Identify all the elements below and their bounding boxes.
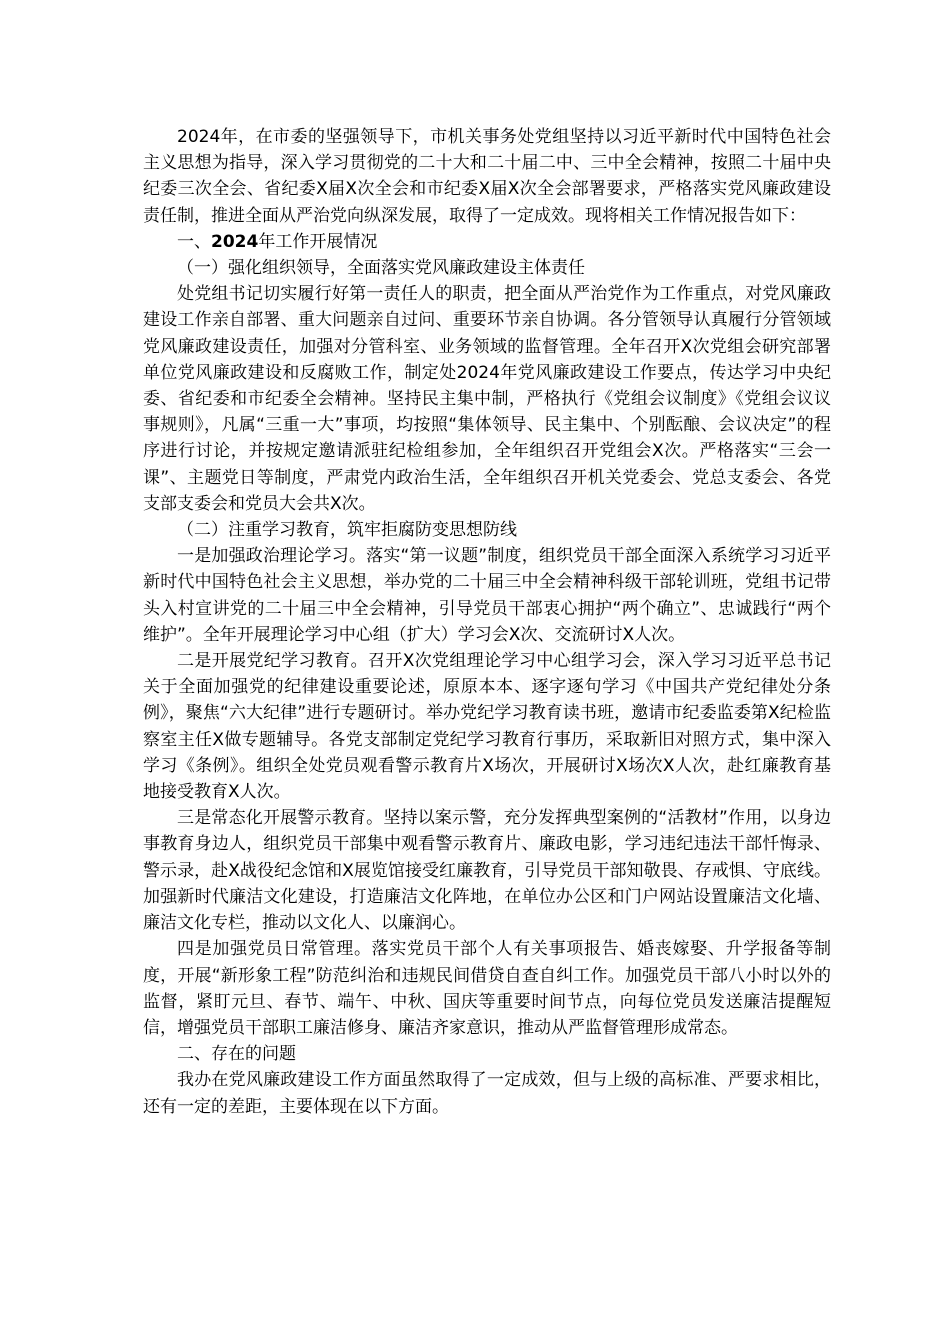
subsection-heading-2: （二）注重学习教育，筑牢拒腐防变思想防线 xyxy=(177,520,517,541)
intro-paragraph: 2024年，在市委的坚强领导下，市机关事务处党组坚持以习近平新时代中国特色社会主义思想为指导，深入学习贯彻党的二十大和二十届二中、三中全会精神，按照二十届中央纪委三次全会、省纪委X届X次全会和市纪委X届X次全会部署要求，严格落实党风廉政建设责任制，推进全面从严治党向纵深发展，取得了一定成效。现将相关工作情况报告如下： xyxy=(143,127,831,226)
subsection-1-body: 处党组书记切实履行好第一责任人的职责，把全面从严治党作为工作重点，对党风廉政建设工作亲自部署、重大问题亲自过问、重要环节亲自协调。各分管领导认真履行分管领域党风廉政建设责任，加强对分管科室、业务领域的监督管理。全年召开X次党组会研究部署单位党风廉政建设和反腐败工作，制定处2024年党风廉政建设工作要点，传达学习中央纪委、省纪委和市纪委全会精神。坚持民主集中制，严格执行《党组会议制度》《党组会议议事规则》，凡属“三重一大”事项，均按照“集体领导、民主集中、个别酝酿、会议决定”的程序进行讨论，并按规定邀请派驻纪检组参加，全年组织召开党组会X次。严格落实“三会一课”、主题党日等制度，严肃党内政治生活，全年组织召开机关党委会、党总支委会、各党支部支委会和党员大会共X次。 xyxy=(143,284,831,514)
subsection-2-paragraph-3: 三是常态化开展警示教育。坚持以案示警，充分发挥典型案例的“活教材”作用，以身边事教育身边人，组织党员干部集中观看警示教育片、廉政电影，学习违纪违法干部忏悔录、警示录，赴X战役纪念馆和X展览馆接受红廉教育，引导党员干部知敬畏、存戒惧、守底线。加强新时代廉洁文化建设，打造廉洁文化阵地，在单位办公区和门户网站设置廉洁文化墙、廉洁文化专栏，推动以文化人、以廉润心。 xyxy=(143,808,831,934)
section-1-suffix: 年工作开展情况 xyxy=(258,231,378,252)
subsection-2-paragraph-1: 一是加强政治理论学习。落实“第一议题”制度，组织党员干部全面深入系统学习习近平新时代中国特色社会主义思想，举办党的二十届三中全会精神科级干部轮训班，党组书记带头入村宣讲党的二十届三中全会精神，引导党员干部衷心拥护“两个确立”、忠诚践行“两个维护”。全年开展理论学习中心组（扩大）学习会X次、交流研讨X人次。 xyxy=(143,546,831,645)
subsection-heading-1: （一）强化组织领导，全面落实党风廉政建设主体责任 xyxy=(177,258,585,279)
section-1-year: 2024 xyxy=(211,231,259,252)
document-page xyxy=(143,124,831,1120)
section-2-body: 我办在党风廉政建设工作方面虽然取得了一定成效，但与上级的高标准、严要求相比，还有一定的差距，主要体现在以下方面。 xyxy=(143,1070,831,1117)
subsection-2-paragraph-2: 二是开展党纪学习教育。召开X次党组理论学习中心组学习会，深入学习习近平总书记关于全面加强党的纪律建设重要论述，原原本本、逐字逐句学习《中国共产党纪律处分条例》，聚焦“六大纪律”进行专题研讨。举办党纪学习教育读书班，邀请市纪委监委第X纪检监察室主任X做专题辅导。各党支部制定党纪学习教育行事历，采取新旧对照方式，集中深入学习《条例》。组织全处党员观看警示教育片X场次，开展研讨X场次X人次，赴红廉教育基地接受教育X人次。 xyxy=(143,651,831,803)
section-heading-1 xyxy=(143,229,831,255)
section-1-prefix: 一、 xyxy=(177,231,211,252)
subsection-2-paragraph-4: 四是加强党员日常管理。落实党员干部个人有关事项报告、婚丧嫁娶、升学报备等制度，开展“新形象工程”防范纠治和违规民间借贷自查自纠工作。加强党员干部八小时以外的监督，紧盯元旦、春节、端午、中秋、国庆等重要时间节点，向每位党员发送廉洁提醒短信，增强党员干部职工廉洁修身、廉洁齐家意识，推动从严监督管理形成常态。 xyxy=(143,939,831,1038)
section-heading-2: 二、存在的问题 xyxy=(177,1044,296,1065)
